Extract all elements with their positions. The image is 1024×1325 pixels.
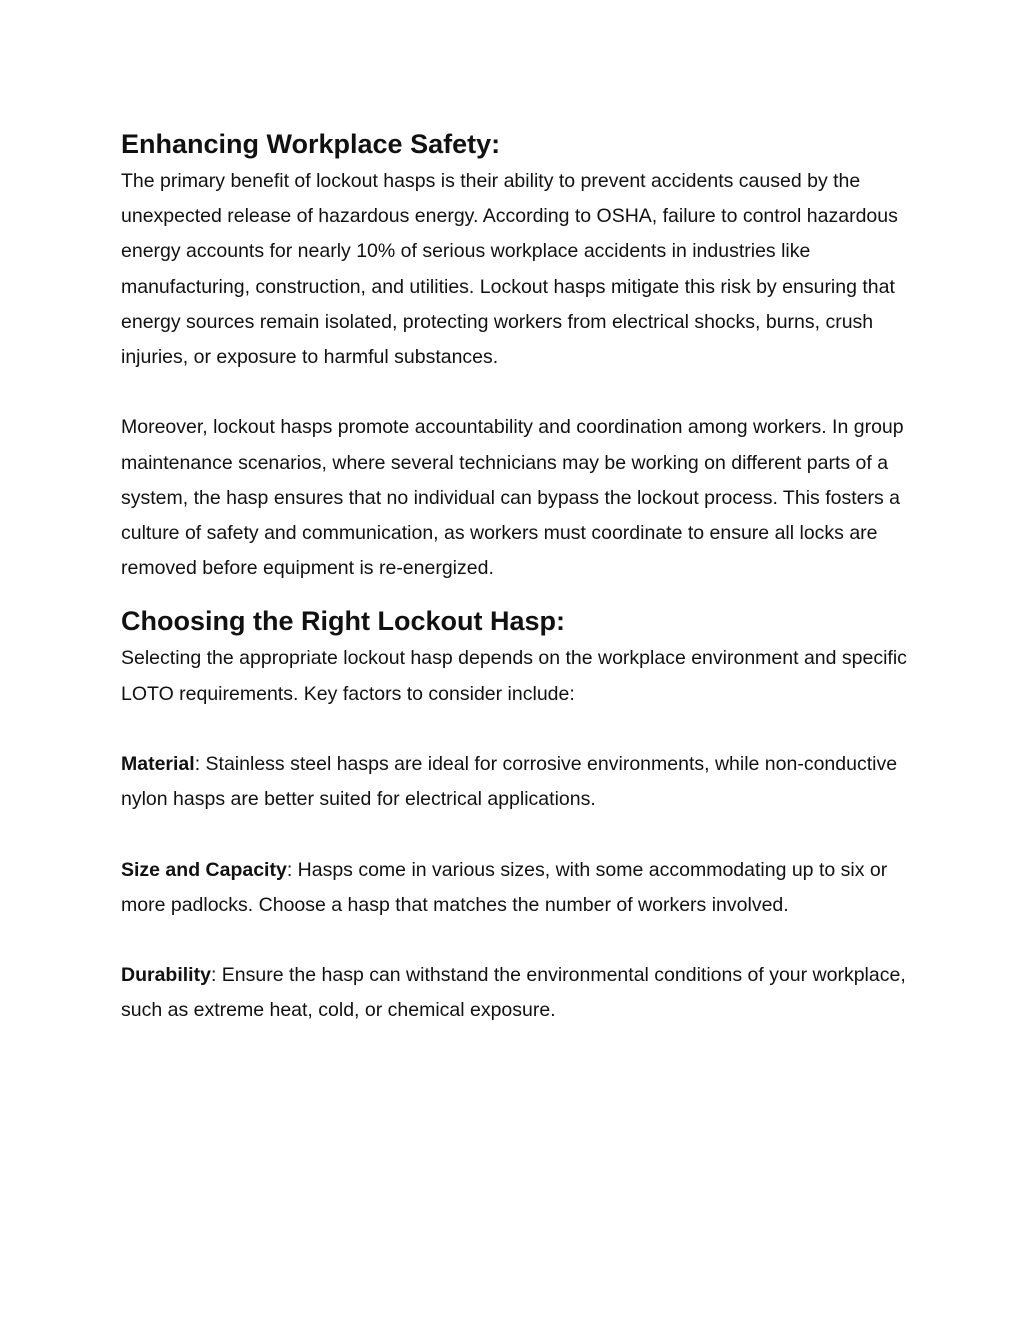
paragraph-primary-benefit: The primary benefit of lockout hasps is their ability to prevent accidents caused by the unexpected release of hazardous energy. According to OSHA, failure to control hazardous energy accounts for nearly 10% of serious workplace accidents in industries like manufacturing, construction, and utilities. Lockout hasps mitigate this risk by ensuring that energy sources remain isolated, protecting workers from electrical shocks, burns, crush injuries, or exposure to harmful substances.: [121, 170, 898, 369]
factor-term: Material: [121, 753, 195, 776]
section-heading-workplace-safety: Enhancing Workplace Safety:: [121, 129, 501, 159]
factor-term: Size and Capacity: [121, 858, 287, 881]
factor-description: : Hasps come in various sizes, with some accommodating up to six or more padlocks. Choose a hasp that matches the number of workers involved.: [121, 858, 888, 916]
document-page: [121, 124, 911, 1029]
factor-size-capacity: [121, 853, 911, 923]
factor-description: : Stainless steel hasps are ideal for corrosive environments, while non-conductive nylon hasps are better suited for electrical applications.: [121, 753, 898, 811]
paragraph-selection-intro: Selecting the appropriate lockout hasp depends on the workplace environment and specific LOTO requirements. Key factors to consider include:: [121, 647, 907, 705]
factor-term: Durability: [121, 964, 211, 987]
section-heading-choosing-hasp: Choosing the Right Lockout Hasp:: [121, 606, 565, 637]
paragraph-accountability: Moreover, lockout hasps promote accountability and coordination among workers. In group maintenance scenarios, where several technicians may be working on different parts of a system, the hasp ensures that no individual can bypass the lockout process. This fosters a culture of safety and communication, as workers must coordinate to ensure all locks are removed before equipment is re-energized.: [121, 416, 904, 580]
factor-durability: [121, 958, 911, 1028]
factor-description: : Ensure the hasp can withstand the environmental conditions of your workplace, such as extreme heat, cold, or chemical exposure.: [121, 964, 906, 1022]
factor-material: [121, 747, 911, 817]
